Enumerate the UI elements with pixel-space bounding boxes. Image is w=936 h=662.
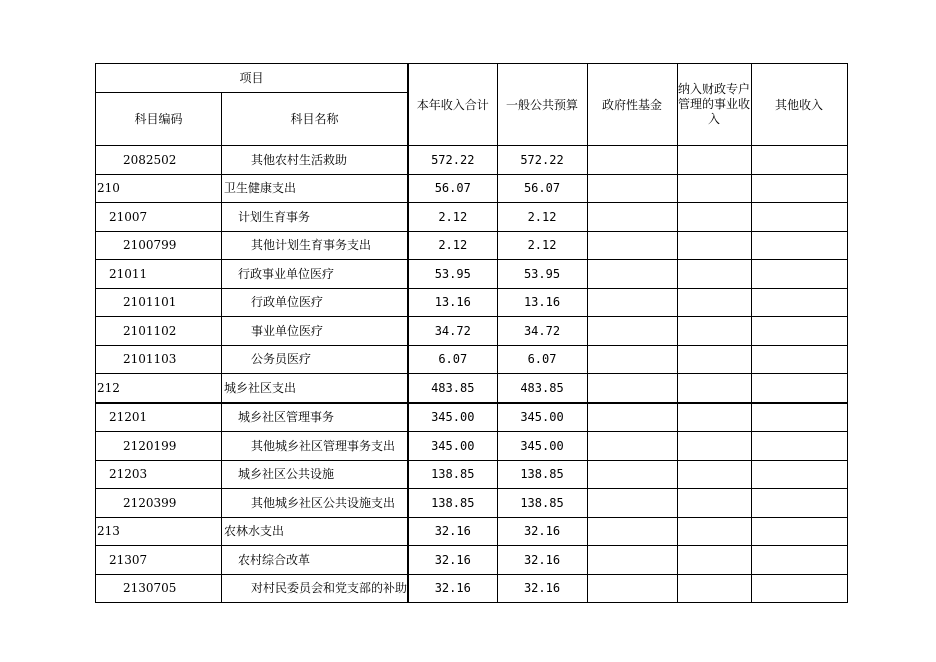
total-value: 572.22 [408,146,497,175]
subject-code: 21307 [96,546,222,575]
subject-code: 2100799 [96,231,222,260]
subject-name: 行政单位医疗 [222,288,409,317]
government-fund-value [587,231,677,260]
other-income-value [751,460,847,489]
subject-code: 2101101 [96,288,222,317]
government-fund-value [587,345,677,374]
other-income-value [751,574,847,603]
subject-name: 其他城乡社区管理事务支出 [222,432,409,461]
general-budget-value: 6.07 [497,345,587,374]
general-budget-value: 32.16 [497,546,587,575]
other-income-value [751,317,847,346]
government-fund-value [587,574,677,603]
table-row [96,288,848,317]
general-budget-value: 32.16 [497,517,587,546]
general-budget-value: 345.00 [497,432,587,461]
total-value: 2.12 [408,203,497,232]
special-account-value [677,260,751,289]
table-row [96,231,848,260]
special-account-value [677,432,751,461]
budget-table-sheet [95,63,848,603]
budget-table [95,63,848,603]
subject-name: 农村综合改革 [222,546,409,575]
government-fund-value [587,203,677,232]
table-row [96,345,848,374]
general-budget-value: 34.72 [497,317,587,346]
other-income-value [751,374,847,403]
header-project: 项目 [96,64,409,93]
subject-code: 2120399 [96,489,222,518]
other-income-value [751,432,847,461]
table-row [96,146,848,175]
general-budget-value: 53.95 [497,260,587,289]
general-budget-value: 2.12 [497,203,587,232]
special-account-value [677,403,751,432]
header-total: 本年收入合计 [408,64,497,146]
header-other-income: 其他收入 [751,64,847,146]
table-row [96,203,848,232]
special-account-value [677,288,751,317]
subject-name: 其他计划生育事务支出 [222,231,409,260]
header-special-account-income: 纳入财政专户管理的事业收入 [677,64,751,146]
government-fund-value [587,517,677,546]
government-fund-value [587,489,677,518]
total-value: 56.07 [408,174,497,203]
subject-name: 农林水支出 [222,517,409,546]
government-fund-value [587,460,677,489]
table-row [96,574,848,603]
table-row [96,517,848,546]
general-budget-value: 483.85 [497,374,587,403]
table-row [96,174,848,203]
table-row [96,317,848,346]
header-general-budget: 一般公共预算 [497,64,587,146]
other-income-value [751,288,847,317]
general-budget-value: 572.22 [497,146,587,175]
subject-name: 城乡社区公共设施 [222,460,409,489]
subject-code: 2101103 [96,345,222,374]
total-value: 34.72 [408,317,497,346]
special-account-value [677,517,751,546]
general-budget-value: 345.00 [497,403,587,432]
special-account-value [677,317,751,346]
table-row [96,432,848,461]
total-value: 138.85 [408,460,497,489]
table-row [96,489,848,518]
other-income-value [751,260,847,289]
general-budget-value: 138.85 [497,460,587,489]
subject-code: 21007 [96,203,222,232]
subject-code: 213 [96,517,222,546]
government-fund-value [587,317,677,346]
government-fund-value [587,260,677,289]
general-budget-value: 2.12 [497,231,587,260]
government-fund-value [587,174,677,203]
subject-code: 21201 [96,403,222,432]
other-income-value [751,231,847,260]
special-account-value [677,546,751,575]
subject-code: 2120199 [96,432,222,461]
total-value: 345.00 [408,403,497,432]
government-fund-value [587,288,677,317]
general-budget-value: 56.07 [497,174,587,203]
table-row [96,460,848,489]
total-value: 32.16 [408,546,497,575]
other-income-value [751,174,847,203]
subject-name: 卫生健康支出 [222,174,409,203]
total-value: 6.07 [408,345,497,374]
government-fund-value [587,403,677,432]
government-fund-value [587,546,677,575]
general-budget-value: 13.16 [497,288,587,317]
subject-code: 21203 [96,460,222,489]
other-income-value [751,146,847,175]
other-income-value [751,203,847,232]
special-account-value [677,489,751,518]
other-income-value [751,489,847,518]
subject-code: 2130705 [96,574,222,603]
subject-code: 2082502 [96,146,222,175]
table-row [96,260,848,289]
special-account-value [677,146,751,175]
subject-name: 其他城乡社区公共设施支出 [222,489,409,518]
other-income-value [751,403,847,432]
header-government-fund: 政府性基金 [587,64,677,146]
total-value: 345.00 [408,432,497,461]
subject-name: 公务员医疗 [222,345,409,374]
subject-name: 行政事业单位医疗 [222,260,409,289]
total-value: 53.95 [408,260,497,289]
government-fund-value [587,432,677,461]
special-account-value [677,203,751,232]
table-row [96,374,848,403]
subject-name: 城乡社区管理事务 [222,403,409,432]
table-row [96,403,848,432]
special-account-value [677,174,751,203]
special-account-value [677,460,751,489]
subject-name: 其他农村生活救助 [222,146,409,175]
general-budget-value: 138.85 [497,489,587,518]
subject-name: 事业单位医疗 [222,317,409,346]
subject-code: 212 [96,374,222,403]
total-value: 2.12 [408,231,497,260]
special-account-value [677,374,751,403]
general-budget-value: 32.16 [497,574,587,603]
subject-name: 对村民委员会和党支部的补助 [222,574,409,603]
header-subject-code: 科目编码 [96,93,222,146]
other-income-value [751,546,847,575]
total-value: 483.85 [408,374,497,403]
special-account-value [677,574,751,603]
subject-name: 计划生育事务 [222,203,409,232]
total-value: 138.85 [408,489,497,518]
total-value: 32.16 [408,517,497,546]
subject-code: 2101102 [96,317,222,346]
subject-code: 210 [96,174,222,203]
government-fund-value [587,146,677,175]
subject-code: 21011 [96,260,222,289]
other-income-value [751,517,847,546]
government-fund-value [587,374,677,403]
total-value: 32.16 [408,574,497,603]
total-value: 13.16 [408,288,497,317]
special-account-value [677,345,751,374]
other-income-value [751,345,847,374]
header-subject-name: 科目名称 [222,93,409,146]
subject-name: 城乡社区支出 [222,374,409,403]
special-account-value [677,231,751,260]
table-row [96,546,848,575]
